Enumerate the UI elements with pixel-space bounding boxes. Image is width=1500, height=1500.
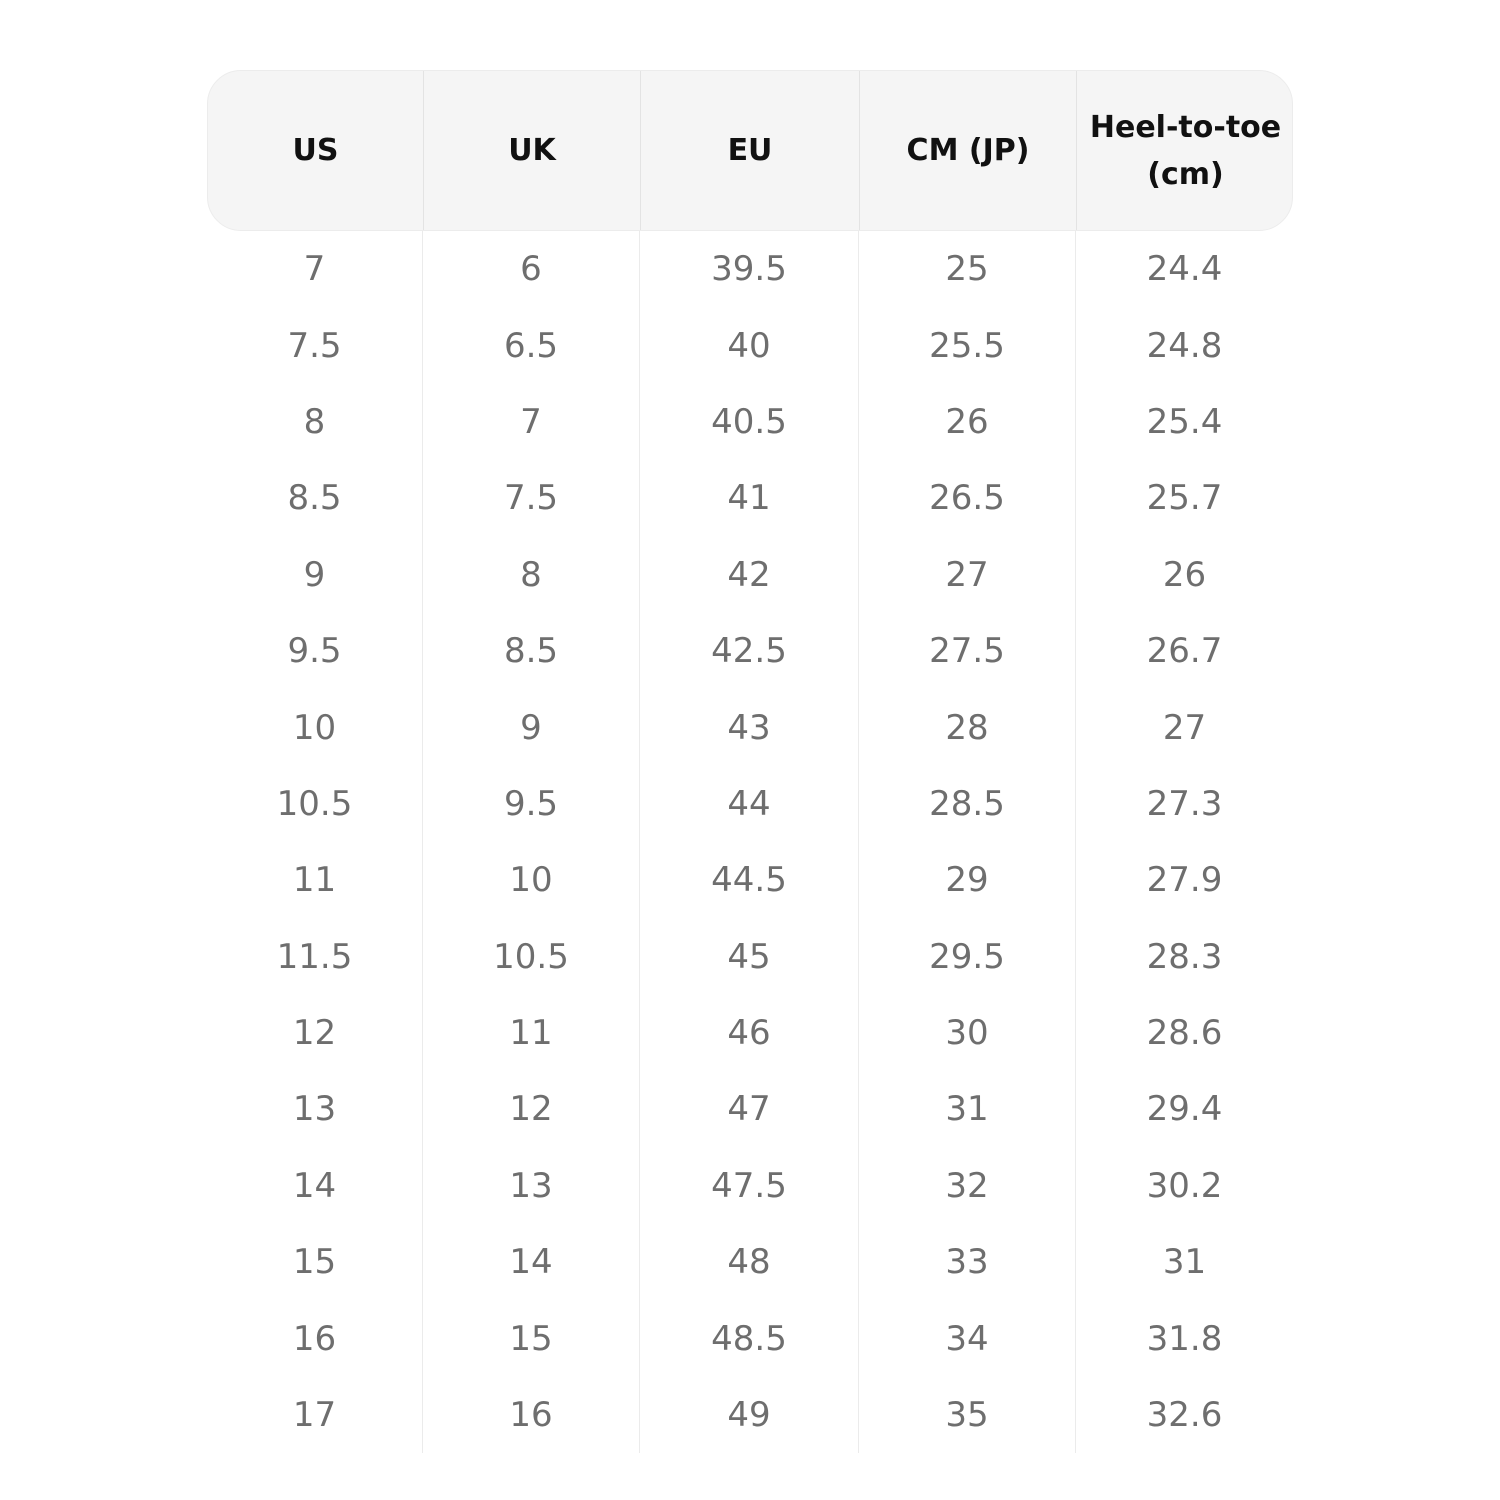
cell-eu: 45: [640, 919, 859, 995]
cell-us: 11.5: [207, 919, 423, 995]
cell-heel-to-toe: 25.4: [1146, 401, 1223, 442]
header-uk: UK: [424, 71, 641, 230]
table-row: [207, 1300, 1293, 1376]
header-eu: EU: [641, 71, 860, 230]
table-row: [207, 1224, 1293, 1300]
header-us: US: [208, 71, 424, 230]
cell-eu: 46: [640, 995, 859, 1071]
cell-uk: 12: [423, 1071, 640, 1147]
cell-eu: 48.5: [640, 1300, 859, 1376]
cell-heel-to-toe: 27.3: [1146, 783, 1223, 824]
cell-us: 13: [207, 1071, 423, 1147]
cell-heel-to-toe: 31: [1162, 1242, 1207, 1283]
cell-eu: 42.5: [640, 613, 859, 689]
cell-cm-jp: 27.5: [859, 613, 1076, 689]
cell-heel-to-toe: 27: [1162, 707, 1207, 748]
table-row: [207, 613, 1293, 689]
cell-heel-to-toe: 32.6: [1146, 1395, 1223, 1436]
cell-heel-to-toe: 24.4: [1146, 249, 1223, 290]
cell-us: 16: [207, 1300, 423, 1376]
cell-uk: 14: [423, 1224, 640, 1300]
cell-heel-to-toe: 27.9: [1146, 860, 1223, 901]
cell-eu: 49: [640, 1377, 859, 1453]
cell-us: 8.5: [207, 460, 423, 536]
table-row: [207, 1148, 1293, 1224]
cell-eu: 42: [640, 537, 859, 613]
cell-uk: 8.5: [423, 613, 640, 689]
cell-cm-jp: 29.5: [859, 919, 1076, 995]
header-cm-jp: CM (JP): [860, 71, 1077, 230]
cell-cm-jp: 33: [859, 1224, 1076, 1300]
table-header-row: [207, 70, 1293, 231]
table-row: [207, 537, 1293, 613]
cell-us: 9.5: [207, 613, 423, 689]
cell-cm-jp: 26.5: [859, 460, 1076, 536]
table-row: [207, 919, 1293, 995]
cell-uk: 11: [423, 995, 640, 1071]
cell-heel-to-toe: 26.7: [1146, 631, 1223, 672]
cell-eu: 44.5: [640, 842, 859, 918]
cell-uk: 9.5: [423, 766, 640, 842]
cell-us: 8: [207, 384, 423, 460]
cell-eu: 43: [640, 689, 859, 765]
cell-cm-jp: 25.5: [859, 307, 1076, 383]
cell-cm-jp: 28.5: [859, 766, 1076, 842]
cell-uk: 13: [423, 1148, 640, 1224]
cell-uk: 16: [423, 1377, 640, 1453]
table-row: [207, 766, 1293, 842]
cell-eu: 48: [640, 1224, 859, 1300]
cell-uk: 6.5: [423, 307, 640, 383]
cell-cm-jp: 30: [859, 995, 1076, 1071]
cell-us: 14: [207, 1148, 423, 1224]
cell-us: 17: [207, 1377, 423, 1453]
cell-heel-to-toe: 25.7: [1146, 478, 1223, 519]
cell-cm-jp: 26: [859, 384, 1076, 460]
cell-eu: 47: [640, 1071, 859, 1147]
cell-us: 12: [207, 995, 423, 1071]
cell-uk: 15: [423, 1300, 640, 1376]
cell-heel-to-toe: 24.8: [1146, 325, 1223, 366]
cell-uk: 9: [423, 689, 640, 765]
cell-eu: 39.5: [640, 231, 859, 307]
cell-cm-jp: 35: [859, 1377, 1076, 1453]
cell-heel-to-toe: 28.6: [1146, 1013, 1223, 1054]
cell-cm-jp: 29: [859, 842, 1076, 918]
cell-us: 9: [207, 537, 423, 613]
table-row: [207, 460, 1293, 536]
cell-us: 10.5: [207, 766, 423, 842]
cell-cm-jp: 34: [859, 1300, 1076, 1376]
cell-uk: 7.5: [423, 460, 640, 536]
cell-uk: 10.5: [423, 919, 640, 995]
cell-uk: 6: [423, 231, 640, 307]
cell-uk: 8: [423, 537, 640, 613]
cell-cm-jp: 32: [859, 1148, 1076, 1224]
cell-cm-jp: 27: [859, 537, 1076, 613]
cell-uk: 7: [423, 384, 640, 460]
cell-us: 7.5: [207, 307, 423, 383]
table-row: [207, 307, 1293, 383]
header-heel-to-toe: Heel-to-toe (cm): [1089, 109, 1282, 192]
cell-cm-jp: 28: [859, 689, 1076, 765]
cell-us: 11: [207, 842, 423, 918]
cell-heel-to-toe: 31.8: [1146, 1318, 1223, 1359]
table-row: [207, 231, 1293, 307]
cell-us: 15: [207, 1224, 423, 1300]
cell-us: 10: [207, 689, 423, 765]
table-body: [207, 231, 1293, 1453]
cell-heel-to-toe: 29.4: [1146, 1089, 1223, 1130]
table-row: [207, 1071, 1293, 1147]
table-row: [207, 995, 1293, 1071]
cell-eu: 40.5: [640, 384, 859, 460]
cell-eu: 44: [640, 766, 859, 842]
table-row: [207, 842, 1293, 918]
table-row: [207, 1377, 1293, 1453]
cell-us: 7: [207, 231, 423, 307]
table-row: [207, 384, 1293, 460]
size-chart-table: [207, 70, 1293, 1453]
cell-cm-jp: 25: [859, 231, 1076, 307]
cell-eu: 41: [640, 460, 859, 536]
table-row: [207, 689, 1293, 765]
cell-cm-jp: 31: [859, 1071, 1076, 1147]
cell-uk: 10: [423, 842, 640, 918]
cell-eu: 40: [640, 307, 859, 383]
cell-heel-to-toe: 28.3: [1146, 936, 1223, 977]
cell-eu: 47.5: [640, 1148, 859, 1224]
cell-heel-to-toe: 30.2: [1146, 1165, 1223, 1206]
cell-heel-to-toe: 26: [1162, 554, 1207, 595]
